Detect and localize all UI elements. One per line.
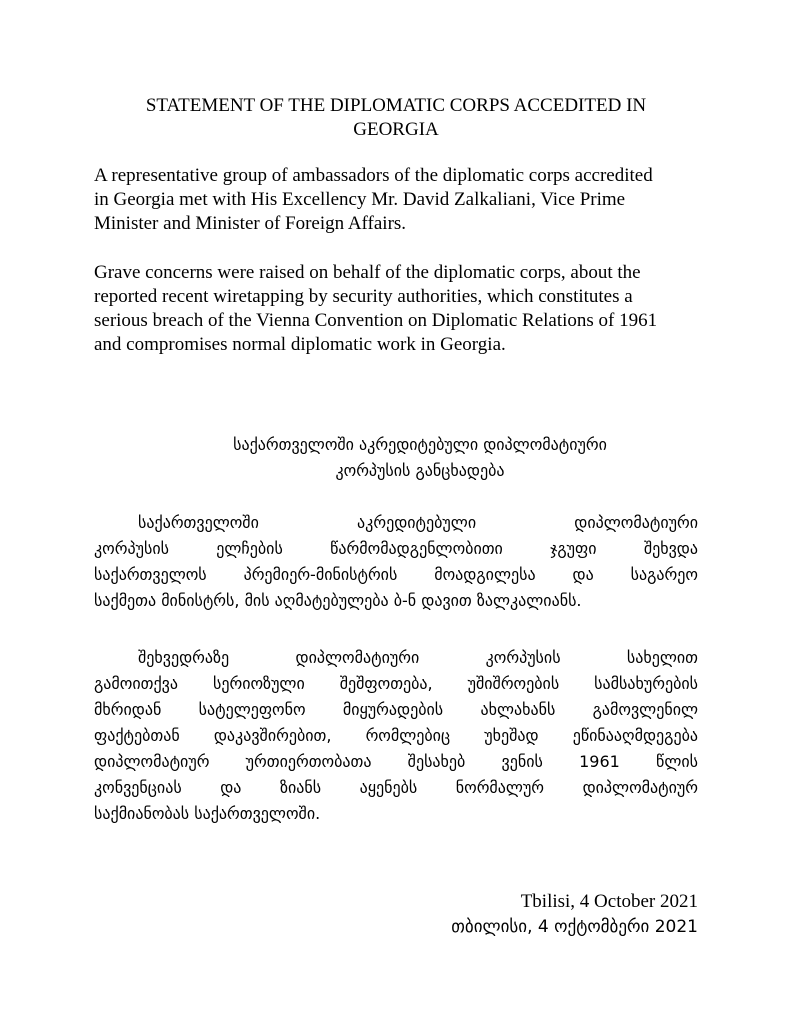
text-line: საქართველოს პრემიერ-მინისტრის მოადგილესა და საგარეო <box>94 565 698 584</box>
english-paragraph-2 <box>94 261 698 357</box>
text-line: Minister and Minister of Foreign Affairs. <box>94 213 407 234</box>
text-line: დიპლომატიურ ურთიერთობათა შესახებ ვენის 1961 წლის <box>94 752 698 771</box>
text-line: serious breach of the Vienna Convention on Diplomatic Relations of 1961 <box>94 310 658 331</box>
text-line: and compromises normal diplomatic work in Georgia. <box>94 334 506 355</box>
text-line: გამოითქვა სერიოზული შეშფოთება, უშიშროების სამსახურების <box>94 674 698 693</box>
georgian-paragraph-1 <box>94 510 698 614</box>
english-title-line: STATEMENT OF THE DIPLOMATIC CORPS ACCEDITED IN <box>145 95 647 116</box>
english-title <box>110 94 682 142</box>
english-paragraph-1 <box>94 164 698 236</box>
georgian-title-line: კორპუსის განცხადება <box>335 461 505 480</box>
signature-english: Tbilisi, 4 October 2021 <box>520 891 698 912</box>
text-line: მხრიდან სატელეფონო მიყურადების ახლახანს გამოვლენილ <box>94 700 698 719</box>
text-line: კონვენციას და ზიანს აყენებს ნორმალურ დიპლომატიურ <box>94 778 698 797</box>
text-line: in Georgia met with His Excellency Mr. David Zalkaliani, Vice Prime <box>94 189 626 210</box>
text-line: საქართველოში აკრედიტებული დიპლომატიური <box>138 513 698 532</box>
georgian-paragraph-2 <box>94 645 698 827</box>
text-line: შეხვედრაზე დიპლომატიური კორპუსის სახელით <box>138 648 698 667</box>
text-line: საქმეთა მინისტრს, მის აღმატებულება ბ-ნ დავით ზალკალიანს. <box>94 591 582 610</box>
text-line: კორპუსის ელჩების წარმომადგენლობითი ჯგუფი შეხვდა <box>94 539 698 558</box>
georgian-title <box>120 432 720 484</box>
english-title-line: GEORGIA <box>353 119 439 140</box>
text-line: reported recent wiretapping by security authorities, which constitutes a <box>94 286 633 307</box>
text-line: Grave concerns were raised on behalf of the diplomatic corps, about the <box>94 262 641 283</box>
georgian-title-line: საქართველოში აკრედიტებული დიპლომატიური <box>233 435 607 454</box>
signature-georgian: თბილისი, 4 ოქტომბერი 2021 <box>451 917 698 937</box>
text-line: ფაქტებთან დაკავშირებით, რომლებიც უხეშად ეწინააღმდეგება <box>94 726 698 745</box>
text-line: საქმიანობას საქართველოში. <box>94 804 321 823</box>
text-line: A representative group of ambassadors of the diplomatic corps accredited <box>94 165 653 186</box>
